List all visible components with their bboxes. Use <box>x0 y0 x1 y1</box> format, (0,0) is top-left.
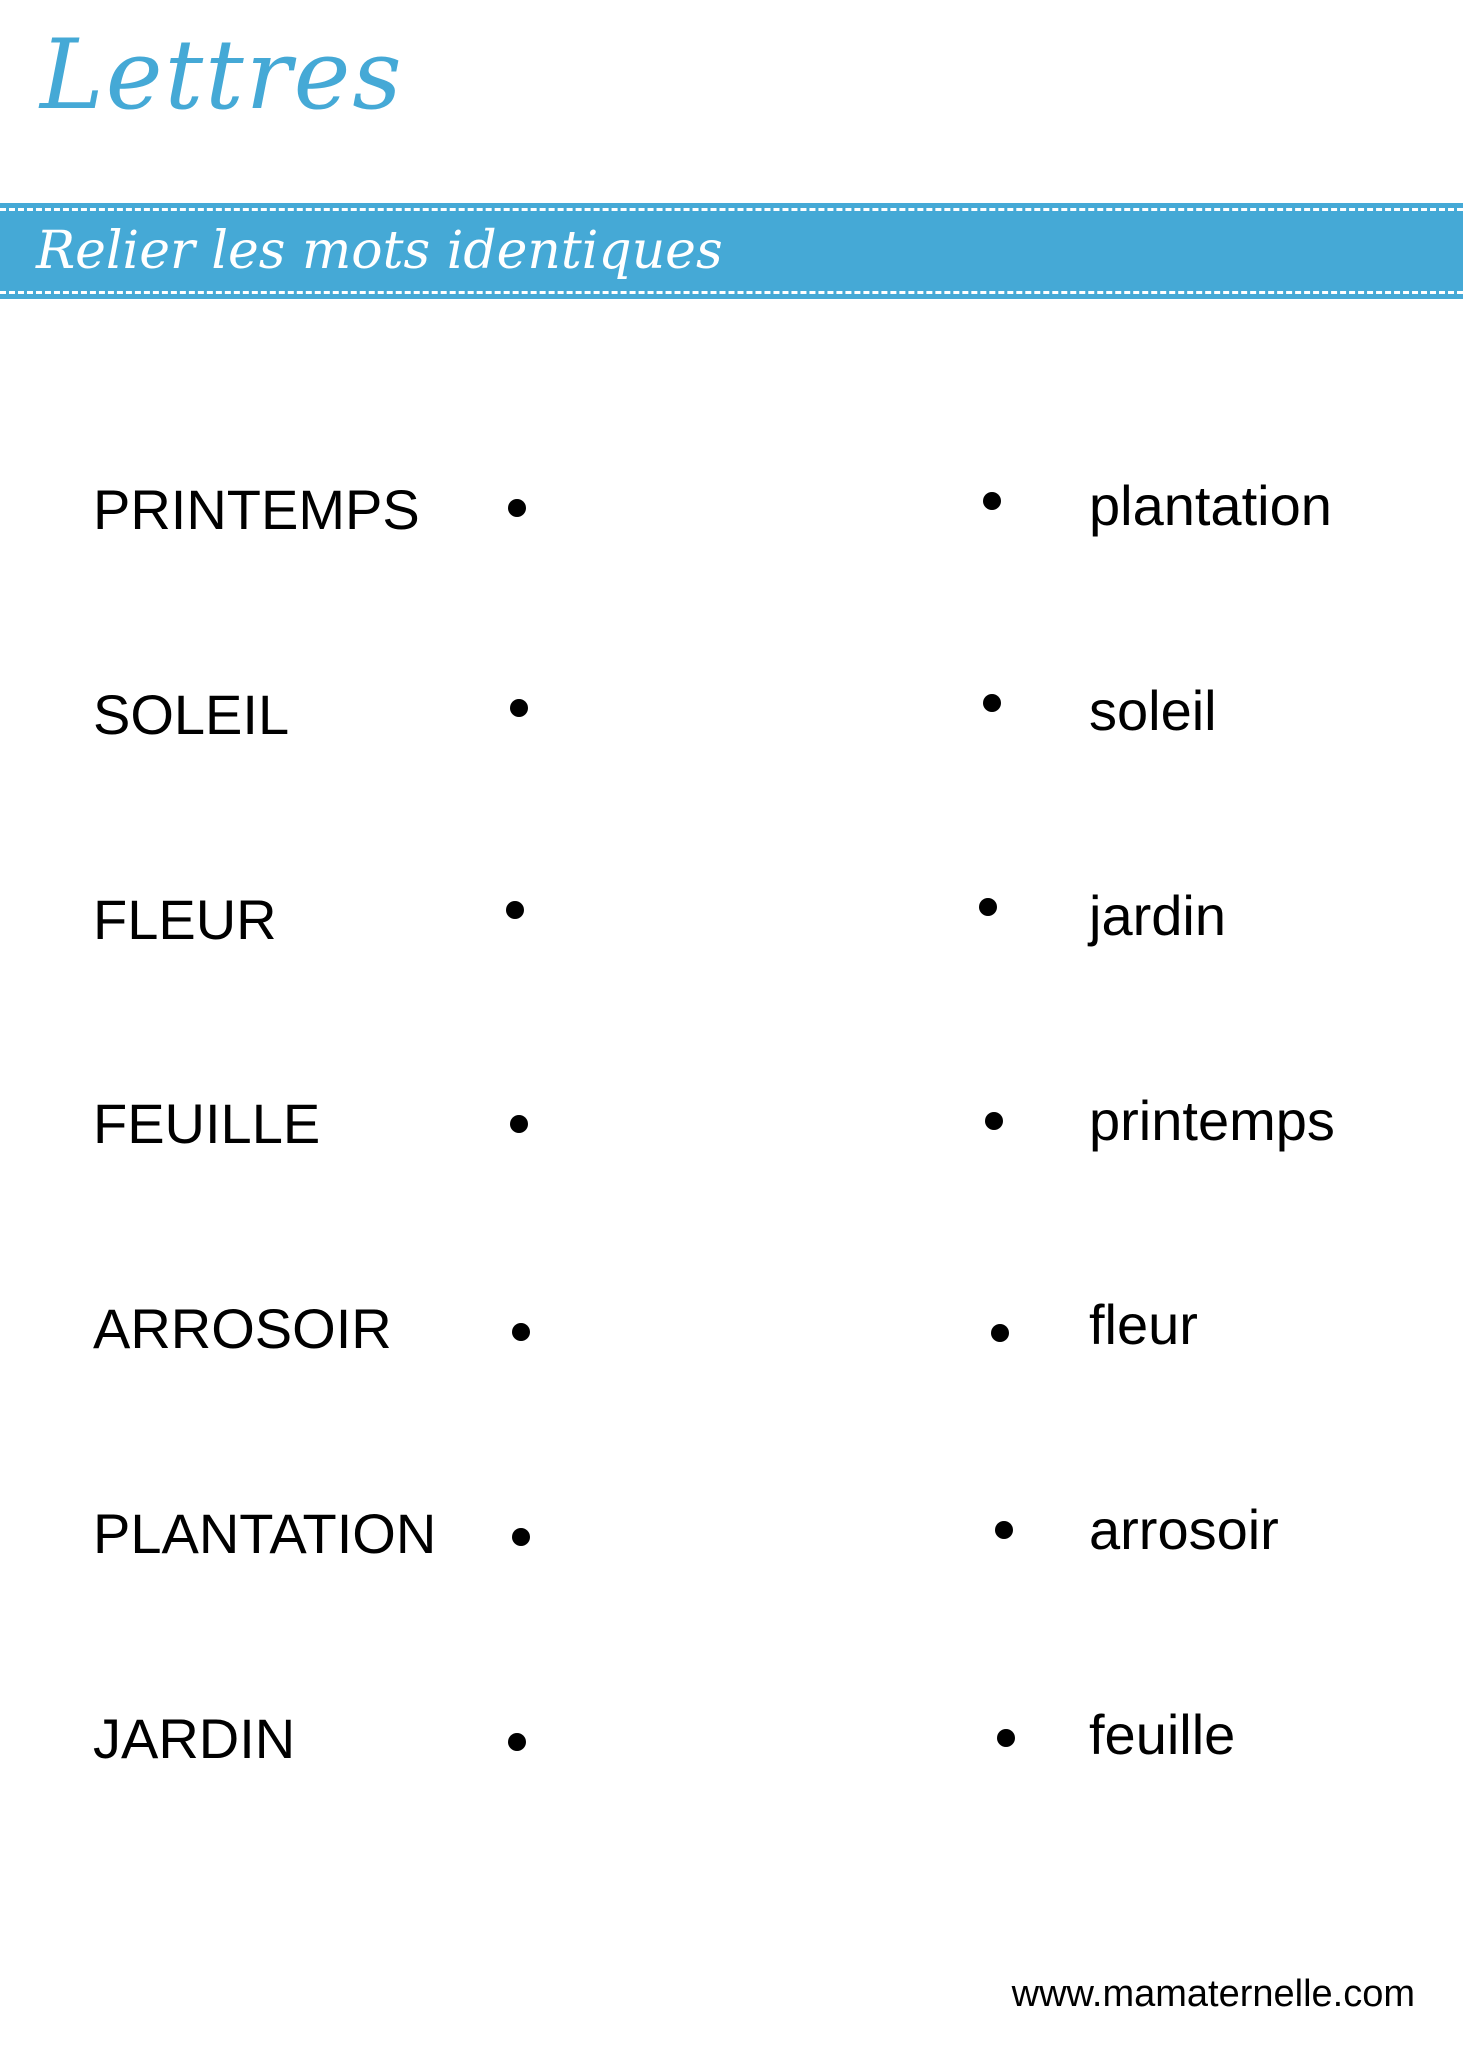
left-word-5: ARROSOIR <box>93 1297 392 1360</box>
right-word-6: arrosoir <box>1089 1498 1279 1561</box>
left-dot-1[interactable] <box>508 499 526 517</box>
page-title: Lettres <box>40 19 404 131</box>
right-word-1: plantation <box>1089 474 1332 537</box>
right-dot-2[interactable] <box>983 694 1001 712</box>
instruction-banner <box>0 203 1463 299</box>
right-word-5: fleur <box>1089 1293 1198 1356</box>
left-word-7: JARDIN <box>93 1707 296 1770</box>
right-dot-4[interactable] <box>985 1112 1003 1130</box>
left-word-1: PRINTEMPS <box>93 478 420 541</box>
instruction-text: Relier les mots identiques <box>36 221 723 281</box>
left-word-6: PLANTATION <box>93 1502 437 1565</box>
right-dot-1[interactable] <box>983 492 1001 510</box>
left-dot-5[interactable] <box>512 1323 530 1341</box>
left-dot-6[interactable] <box>512 1528 530 1546</box>
right-word-4: printemps <box>1089 1089 1335 1152</box>
left-dot-4[interactable] <box>510 1115 528 1133</box>
right-dot-3[interactable] <box>979 898 997 916</box>
right-dot-7[interactable] <box>997 1729 1015 1747</box>
left-word-3: FLEUR <box>93 888 277 951</box>
right-dot-5[interactable] <box>991 1324 1009 1342</box>
left-word-4: FEUILLE <box>93 1092 321 1155</box>
footer-website-url: www.mamaternelle.com <box>1011 1973 1415 2015</box>
left-dot-2[interactable] <box>510 699 528 717</box>
left-word-2: SOLEIL <box>93 683 290 746</box>
right-word-7: feuille <box>1089 1703 1236 1766</box>
right-word-2: soleil <box>1089 679 1217 742</box>
right-dot-6[interactable] <box>995 1521 1013 1539</box>
left-dot-3[interactable] <box>506 901 524 919</box>
left-dot-7[interactable] <box>508 1733 526 1751</box>
banner-dashed-border-bottom <box>0 291 1463 294</box>
right-word-3: jardin <box>1089 884 1226 947</box>
